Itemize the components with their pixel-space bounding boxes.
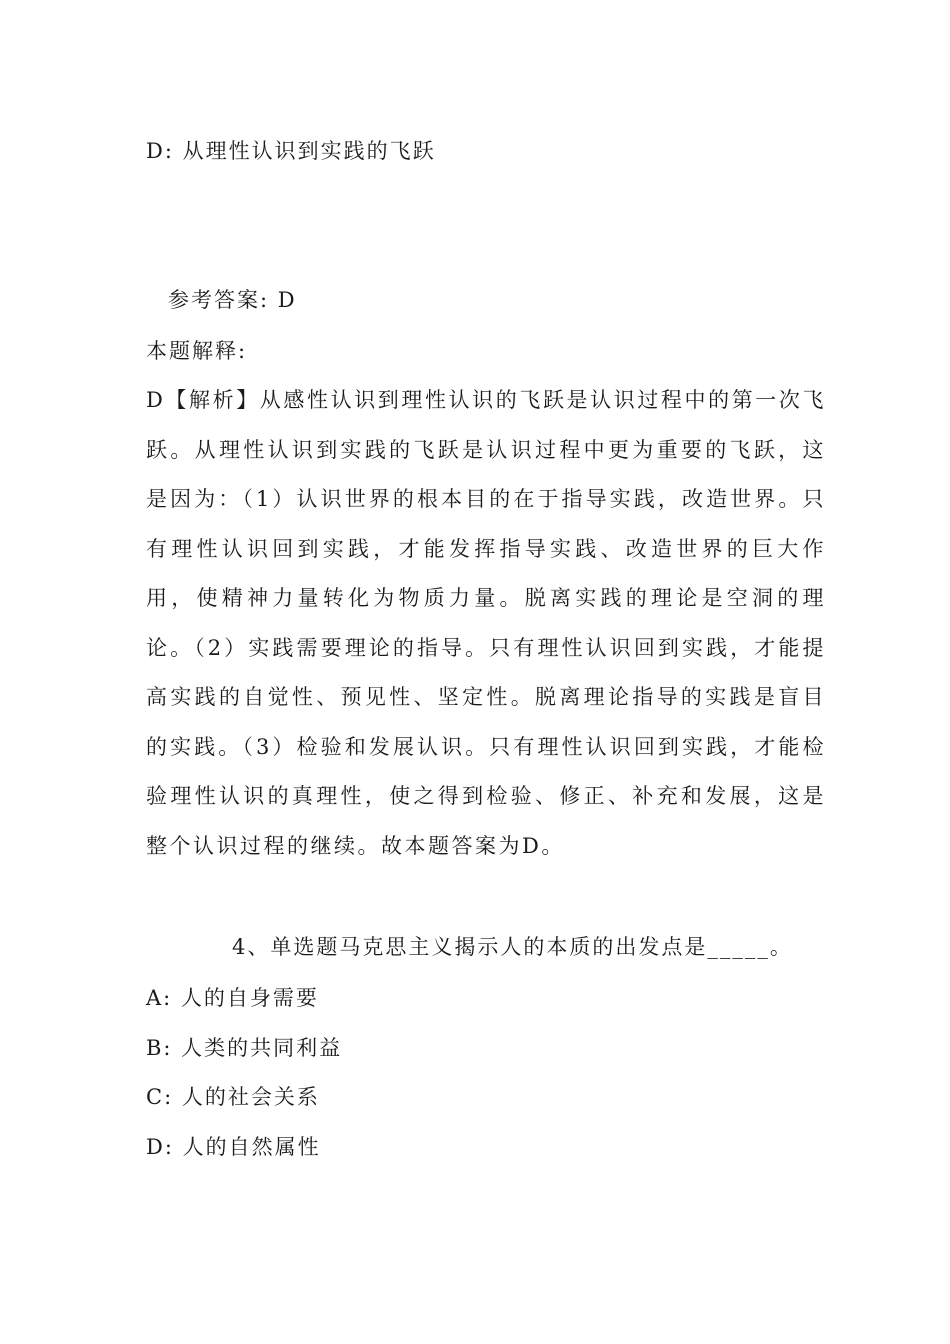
explanation-label: 本题解释: bbox=[146, 339, 248, 363]
option-b: B: 人类的共同利益 bbox=[146, 1036, 343, 1060]
reference-answer: 参考答案: D bbox=[168, 288, 297, 312]
prev-option-d: D: 从理性认识到实践的飞跃 bbox=[146, 139, 436, 163]
question-4-stem: 4、单选题马克思主义揭示人的本质的出发点是_____。 bbox=[232, 935, 793, 959]
option-d: D: 人的自然属性 bbox=[146, 1135, 321, 1159]
option-a: A: 人的自身需要 bbox=[146, 986, 319, 1010]
option-c: C: 人的社会关系 bbox=[146, 1085, 320, 1109]
explanation-text: D【解析】从感性认识到理性认识的飞跃是认识过程中的第一次飞跃。从理性认识到实践的飞跃是认识过程中更为重要的飞跃，这是因为：（1）认识世界的根本目的在于指导实践，改造世界。只有理性认识回到实践，才能发挥指导实践、改造世界的巨大作用，使精神力量转化为物质力量。脱离实践的理论是空洞的理论。（2）实践需要理论的指导。只有理性认识回到实践，才能提高实践的自觉性、预见性、坚定性。脱离理论指导的实践是盲目的实践。（3）检验和发展认识。只有理性认识回到实践，才能检验理性认识的真理性，使之得到检验、修正、补充和发展，这是整个认识过程的继续。故本题答案为D。 bbox=[146, 388, 826, 858]
